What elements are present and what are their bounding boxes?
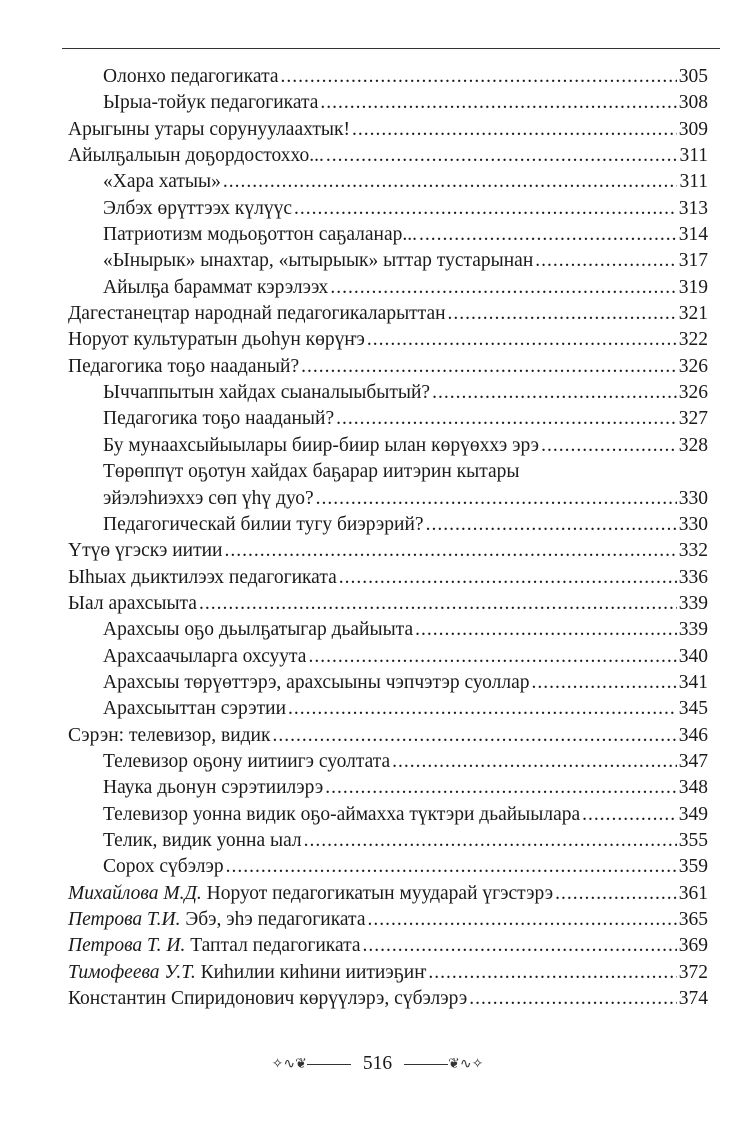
toc-entry-page: 341 <box>678 671 708 693</box>
toc-entry-title-text: Арахсаачыларга охсуута <box>103 645 307 667</box>
dot-leader <box>339 565 677 591</box>
toc-entry-title-text: Үтүө үгэскэ иитии <box>68 540 223 562</box>
toc-entry <box>68 591 708 617</box>
dot-leader <box>320 90 676 116</box>
toc-entry-page: 330 <box>678 513 708 535</box>
toc-entry-title <box>103 64 278 90</box>
toc-entry-title-text: Норуот педагогикатын муударай үгэстэрэ <box>206 882 554 904</box>
toc-entry-page: 332 <box>678 540 708 562</box>
toc-entry <box>68 723 708 749</box>
toc-entry-title <box>103 433 539 459</box>
toc-entry-title-text: Олонхо педагогиката <box>103 66 279 87</box>
table-of-contents <box>68 64 708 1012</box>
dot-leader <box>469 986 677 1012</box>
toc-entry-title-text: «Хара хатыы» <box>103 171 221 193</box>
dot-leader <box>272 723 676 749</box>
toc-entry-title-text: Педагогика тоҕо нааданый? <box>103 408 335 430</box>
toc-entry-title-text: Патриотизм модьоҕоттон саҕаланар... <box>103 224 418 246</box>
dot-leader <box>326 143 678 169</box>
toc-entry-title-text: эйэлэһиэххэ сөп үһү дуо? <box>103 487 314 509</box>
toc-entry-title-text: Айылҕалыын доҕордостоххо... <box>68 145 324 167</box>
toc-entry-title <box>68 907 365 933</box>
toc-entry-title <box>103 90 318 116</box>
toc-entry-page: 309 <box>678 118 708 140</box>
toc-entry <box>68 775 708 801</box>
toc-entry <box>68 143 708 169</box>
toc-entry <box>68 248 708 274</box>
toc-entry-page: 317 <box>678 250 708 272</box>
toc-entry-title-text: Дагестанецтар народнай педагогикаларыттан <box>68 303 446 325</box>
toc-entry <box>68 354 708 380</box>
dot-leader <box>223 169 678 195</box>
toc-entry-page: 361 <box>678 882 708 904</box>
toc-entry <box>68 64 708 90</box>
toc-entry-author: Тимофеева У.Т. <box>68 961 196 983</box>
toc-entry-title-text: Сорох сүбэлэр <box>103 856 224 878</box>
toc-entry <box>68 380 708 406</box>
toc-entry-title <box>103 749 390 775</box>
toc-entry-title <box>68 723 270 749</box>
toc-entry-page: 355 <box>678 829 708 851</box>
toc-entry-title <box>103 828 302 854</box>
toc-entry-title <box>103 696 286 722</box>
toc-entry-title-text: Сэрэн: телевизор, видик <box>68 724 271 746</box>
left-ornament-icon: ✧∿❦ <box>272 1056 351 1073</box>
toc-entry-page: 326 <box>678 382 708 404</box>
toc-entry-title <box>68 117 350 143</box>
toc-entry-page: 359 <box>678 856 708 878</box>
toc-entry <box>68 486 708 512</box>
toc-entry <box>68 644 708 670</box>
toc-entry <box>68 117 708 143</box>
toc-entry-title <box>103 248 533 274</box>
toc-entry <box>68 196 708 222</box>
dot-leader <box>226 854 677 880</box>
toc-entry <box>68 828 708 854</box>
toc-entry <box>68 406 708 432</box>
dot-leader <box>582 802 677 828</box>
toc-entry-title-text: Педагогика тоҕо нааданый? <box>68 355 300 377</box>
toc-entry-title <box>103 512 424 538</box>
toc-entry-page: 339 <box>678 592 708 614</box>
toc-entry-page: 311 <box>679 145 708 167</box>
toc-entry-title-text: Телик, видик уонна ыал <box>103 829 302 851</box>
toc-entry-title-text: Таптал педагогиката <box>190 935 361 957</box>
toc-entry <box>68 960 708 986</box>
toc-entry-title <box>68 565 337 591</box>
toc-entry-title <box>103 854 224 880</box>
toc-entry-title <box>103 275 328 301</box>
toc-entry-title-text: Телевизор оҕону иитиигэ суолтата <box>103 750 391 772</box>
dot-leader <box>428 960 676 986</box>
toc-entry <box>68 538 708 564</box>
toc-entry-title-text: Айылҕа бараммат кэрэлээх <box>103 276 329 298</box>
dot-leader <box>316 486 677 512</box>
toc-entry-title-text: Ыччаппытын хайдах сыаналыыбытый? <box>103 382 431 404</box>
toc-entry <box>68 933 708 959</box>
toc-entry-title-text: Норуот культуратын дьоһун көрүҥэ <box>68 329 365 351</box>
toc-entry-title-text: Арахсыыттан сэрэтии <box>103 698 287 720</box>
dot-leader <box>308 644 676 670</box>
toc-entry-title <box>68 986 467 1012</box>
toc-entry <box>68 670 708 696</box>
dot-leader <box>325 775 677 801</box>
toc-entry-title <box>68 354 299 380</box>
toc-entry-title-text: «Ынырык» ынахтар, «ытырыык» ыттар тустарынан <box>103 250 534 272</box>
toc-entry <box>68 169 708 195</box>
dot-leader <box>352 117 677 143</box>
toc-entry-title <box>68 960 426 986</box>
toc-entry-title <box>103 617 413 643</box>
toc-entry-title <box>68 538 222 564</box>
dot-leader <box>532 670 677 696</box>
dot-leader <box>367 907 676 933</box>
toc-entry-title <box>103 406 334 432</box>
toc-entry-page: 305 <box>678 66 708 87</box>
dot-leader <box>415 617 677 643</box>
toc-entry-page: 369 <box>678 935 708 957</box>
toc-entry <box>68 222 708 248</box>
toc-entry-page: 328 <box>678 434 708 456</box>
toc-entry-page: 314 <box>678 224 708 246</box>
dot-leader <box>363 933 677 959</box>
dot-leader <box>367 327 677 353</box>
toc-entry <box>68 565 708 591</box>
toc-entry-page: 326 <box>678 355 708 377</box>
toc-entry <box>68 802 708 828</box>
toc-entry-title-text: Телевизор уонна видик оҕо-аймахха түктэри дьайыылара <box>103 803 581 825</box>
dot-leader <box>199 591 677 617</box>
toc-entry-title-text: Арыгыны утары сорунуулаахтык! <box>68 118 350 140</box>
toc-entry <box>68 986 708 1012</box>
toc-entry <box>68 881 708 907</box>
dot-leader <box>288 696 677 722</box>
toc-entry-author: Петрова Т.И. <box>68 909 181 930</box>
toc-entry-title-text: Эбэ, эһэ педагогиката <box>185 909 366 930</box>
toc-entry-title-text: Арахсыы төрүөттэрэ, арахсыыны чэпчэтэр суоллар <box>103 671 530 693</box>
toc-entry <box>68 301 708 327</box>
toc-entry-title <box>103 644 306 670</box>
toc-entry <box>68 907 708 933</box>
toc-entry-page: 346 <box>678 724 708 746</box>
toc-entry-title <box>68 591 197 617</box>
toc-entry-title-text: Педагогическай билии тугу биэрэрий? <box>103 513 424 535</box>
dot-leader <box>448 301 677 327</box>
toc-entry-title-text: Константин Спиридонович көрүүлэрэ, сүбэлэрэ <box>68 988 468 1010</box>
toc-entry-title <box>68 327 365 353</box>
toc-entry-page: 311 <box>679 171 708 193</box>
toc-entry-title <box>103 380 430 406</box>
toc-entry-title <box>103 196 292 222</box>
toc-entry-title <box>103 670 530 696</box>
toc-entry-title <box>68 143 324 169</box>
header-rule <box>62 48 720 49</box>
toc-entry-title <box>103 169 221 195</box>
toc-entry-title-text: Төрөппүт оҕотун хайдах баҕарар иитэрин кытары <box>103 461 520 483</box>
dot-leader <box>535 248 676 274</box>
dot-leader <box>555 881 677 907</box>
toc-entry-page: 347 <box>678 750 708 772</box>
dot-leader <box>224 538 676 564</box>
toc-entry-title-text: Бу мунаахсыйыылары биир-биир ылан көрүөххэ эрэ <box>103 434 540 456</box>
dot-leader <box>294 196 677 222</box>
toc-entry <box>68 617 708 643</box>
toc-entry-title-text: Ырыа-тойук педагогиката <box>103 92 319 114</box>
toc-entry-page: 345 <box>678 698 708 720</box>
toc-entry <box>68 459 708 485</box>
dot-leader <box>392 749 677 775</box>
dot-leader <box>426 512 677 538</box>
toc-entry-title-text: Арахсыы оҕо дьылҕатыгар дьайыыта <box>103 619 414 641</box>
dot-leader <box>419 222 677 248</box>
toc-entry <box>68 696 708 722</box>
toc-entry-page: 322 <box>678 329 708 351</box>
toc-entry-page: 330 <box>678 487 708 509</box>
dot-leader <box>336 406 677 432</box>
toc-entry-page: 321 <box>678 303 708 325</box>
toc-entry-title-text: Наука дьонун сэрэтиилэрэ <box>103 777 324 799</box>
toc-entry-title-text: Ыал арахсыыта <box>68 592 197 614</box>
toc-entry <box>68 433 708 459</box>
right-ornament-icon: ❦∿✧ <box>404 1056 483 1073</box>
toc-entry-page: 348 <box>678 777 708 799</box>
dot-leader <box>330 275 676 301</box>
toc-entry-title <box>103 486 314 512</box>
toc-entry-page: 319 <box>678 276 708 298</box>
toc-entry <box>68 275 708 301</box>
toc-entry <box>68 512 708 538</box>
dot-leader <box>280 64 676 90</box>
page-number: 516 <box>362 1053 393 1074</box>
toc-entry-page: 308 <box>678 92 708 114</box>
toc-entry-title <box>68 881 553 907</box>
toc-entry-page: 374 <box>678 988 708 1010</box>
toc-entry-author: Михайлова М.Д. <box>68 882 202 904</box>
toc-entry-page: 372 <box>678 961 708 983</box>
toc-entry-author: Петрова Т. И. <box>68 935 186 957</box>
toc-entry-title <box>68 933 361 959</box>
toc-entry-page: 327 <box>678 408 708 430</box>
toc-entry-page: 340 <box>678 645 708 667</box>
dot-leader <box>541 433 677 459</box>
toc-entry-title <box>103 222 417 248</box>
toc-entry-title <box>103 775 323 801</box>
toc-entry-page: 365 <box>678 909 708 930</box>
toc-entry-title-text: Киһилии киһини иитиэҕиҥ <box>200 961 427 983</box>
toc-entry-title <box>103 802 580 828</box>
toc-entry <box>68 854 708 880</box>
dot-leader <box>304 828 677 854</box>
toc-entry-title <box>103 459 519 485</box>
dot-leader <box>301 354 677 380</box>
toc-entry <box>68 90 708 116</box>
toc-entry-title <box>68 301 446 327</box>
page-footer <box>0 1053 755 1075</box>
dot-leader <box>432 380 677 406</box>
toc-entry <box>68 749 708 775</box>
toc-entry-page: 336 <box>678 566 708 588</box>
toc-entry-page: 349 <box>678 803 708 825</box>
toc-entry-page: 313 <box>678 197 708 219</box>
toc-entry-title-text: Ыһыах дьиктилээх педагогиката <box>68 566 337 588</box>
toc-entry <box>68 327 708 353</box>
toc-entry-page: 339 <box>678 619 708 641</box>
toc-entry-title-text: Элбэх өрүттээх күлүүс <box>103 197 292 219</box>
